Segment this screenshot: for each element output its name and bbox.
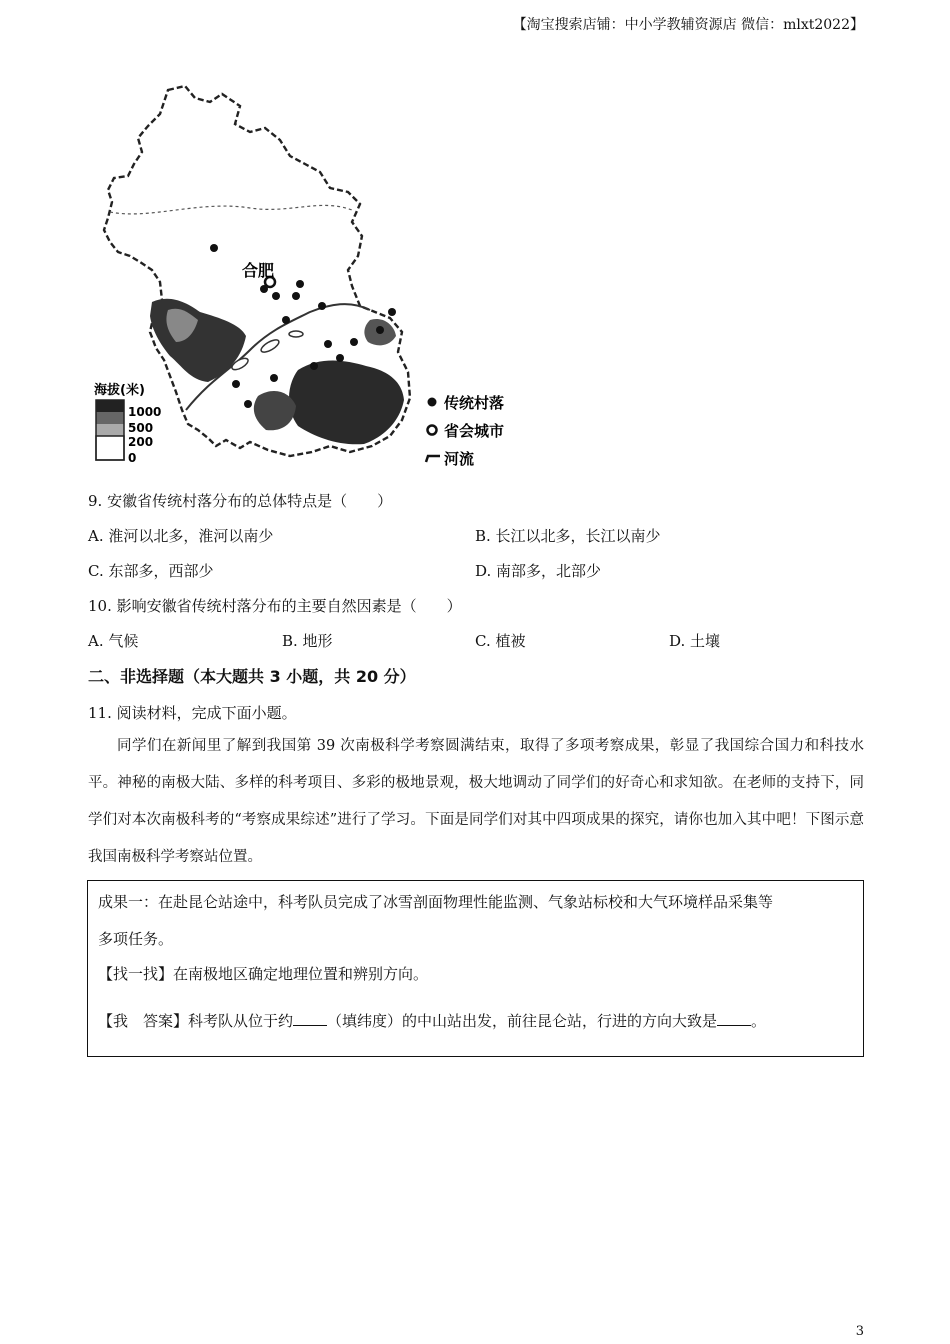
- q11-stem: 11. 阅读材料，完成下面小题。: [88, 704, 297, 722]
- direction-blank[interactable]: [717, 1011, 751, 1026]
- anhui-map: [90, 80, 520, 470]
- legend-village-label: 传统村落: [444, 394, 505, 412]
- q9-stem: 9. 安徽省传统村落分布的总体特点是（ ）: [88, 492, 393, 510]
- altitude-legend-title: 海拔(米): [94, 383, 145, 398]
- q10-option-b[interactable]: B. 地形: [282, 632, 333, 650]
- legend-river-symbol: [426, 456, 440, 462]
- page-header: 【淘宝搜索店铺：中小学教辅资源店 微信：mlxt2022】: [512, 17, 864, 33]
- section-2-heading: 二、非选择题（本大题共 3 小题，共 20 分）: [88, 667, 416, 686]
- box-line-3: 【找一找】在南极地区确定地理位置和辨别方向。: [98, 965, 429, 983]
- box-line-1: 成果一：在赴昆仑站途中，科考队员完成了冰雪剖面物理性能监测、气象站标校和大气环境样品采集等: [98, 893, 774, 911]
- achievement-one-box: [87, 880, 864, 1057]
- answer-mid: （填纬度）的中山站出发，前往昆仑站，行进的方向大致是: [327, 1012, 718, 1030]
- altitude-tick-500: 500: [128, 421, 154, 435]
- answer-prefix: 【我 答案】科考队从位于约: [98, 1012, 294, 1030]
- legend-capital-symbol: [428, 426, 437, 435]
- altitude-tick-1000: 1000: [128, 405, 162, 419]
- box-line-4: [98, 1010, 766, 1031]
- river-huaihe: [110, 205, 352, 214]
- answer-end: 。: [751, 1012, 767, 1030]
- q10-option-c[interactable]: C. 植被: [475, 632, 526, 650]
- q9-option-b[interactable]: B. 长江以北多，长江以南少: [475, 527, 661, 545]
- q10-option-d[interactable]: D. 土壤: [669, 632, 721, 650]
- latitude-blank[interactable]: [293, 1011, 327, 1026]
- q9-option-d[interactable]: D. 南部多，北部少: [475, 562, 602, 580]
- q11-material: 同学们在新闻里了解到我国第 39 次南极科学考察圆满结束，取得了多项考察成果，彰显了我国综合国力和科技水平。神秘的南极大陆、多样的科考项目、多彩的极地景观，极大地调动了同学们的好奇心和求知欲。在老师的支持下，同学们对本次南极科考的“考察成果综述”进行了学习。下面是同学们对其中四项成果的探究，请你也加入其中吧！下图示意我国南极科学考察站位置。: [88, 738, 864, 865]
- page-number: 3: [855, 1324, 864, 1339]
- altitude-tick-0: 0: [128, 451, 137, 465]
- hefei-label: 合肥: [242, 261, 275, 280]
- legend-village-symbol: [428, 398, 437, 407]
- dabie-mountains: [150, 299, 246, 382]
- legend-capital-label: 省会城市: [444, 422, 505, 440]
- q10-option-a[interactable]: A. 气候: [88, 632, 139, 650]
- anhui-map-figure: [90, 80, 520, 470]
- altitude-tick-200: 200: [128, 435, 154, 449]
- legend-river-label: 河流: [444, 450, 475, 468]
- q9-option-c[interactable]: C. 东部多，西部少: [88, 562, 214, 580]
- box-line-2: 多项任务。: [98, 930, 174, 948]
- q9-option-a[interactable]: A. 淮河以北多，淮河以南少: [88, 527, 274, 545]
- southern-mountains: [289, 361, 404, 445]
- q10-stem: 10. 影响安徽省传统村落分布的主要自然因素是（ ）: [88, 597, 462, 615]
- altitude-legend-bar: [96, 400, 124, 460]
